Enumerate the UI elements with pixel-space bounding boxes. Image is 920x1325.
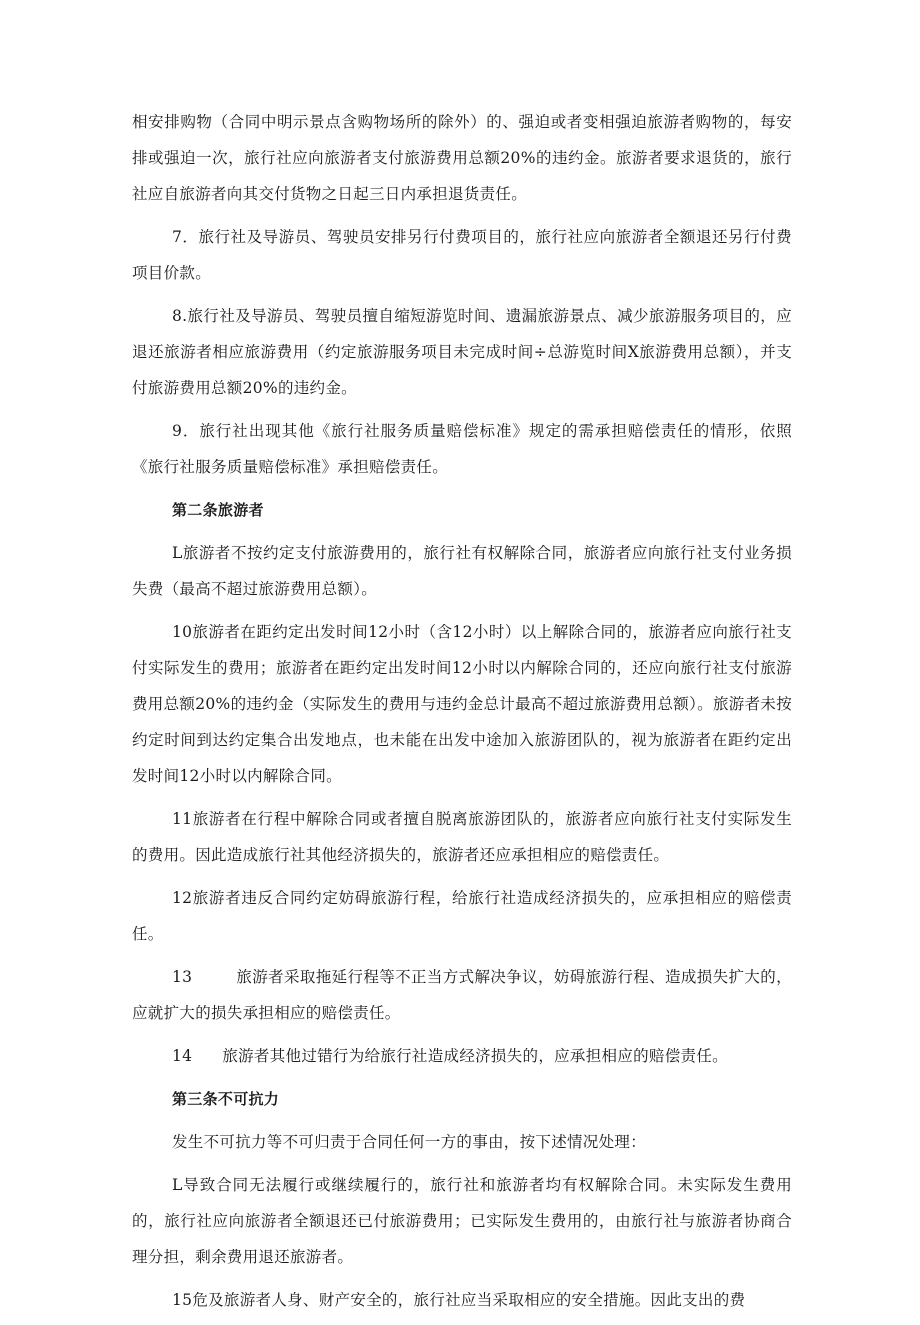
paragraph-tourist-item-11: 11旅游者在行程中解除合同或者擅自脱离旅游团队的，旅游者应向旅行社支付实际发生的费用。因此造成旅行社其他经济损失的，旅游者还应承担相应的赔偿责任。 bbox=[132, 810, 792, 864]
item-number-13: 13 bbox=[172, 968, 193, 986]
paragraph-force-majeure-item-15: 15危及旅游者人身、财产安全的，旅行社应当采取相应的安全措施。因此支出的费 bbox=[172, 1291, 746, 1309]
paragraph-tourist-item-1: L旅游者不按约定支付旅游费用的，旅行社有权解除合同，旅游者应向旅行社支付业务损失费（最高不超过旅游费用总额）。 bbox=[132, 544, 792, 598]
item-text-13: 旅游者采取拖延行程等不正当方式解决争议，妨碍旅游行程、造成损失扩大的，应就扩大的损失承担相应的赔偿责任。 bbox=[132, 968, 792, 1022]
paragraph-tourist-item-14 bbox=[132, 1038, 792, 1074]
section-heading-article-3: 第三条不可抗力 bbox=[172, 1090, 280, 1108]
paragraph-tourist-item-12: 12旅游者违反合同约定妨碍旅游行程，给旅行社造成经济损失的，应承担相应的赔偿责任。 bbox=[132, 889, 792, 943]
item-text-14: 旅游者其他过错行为给旅行社造成经济损失的，应承担相应的赔偿责任。 bbox=[222, 1047, 728, 1065]
paragraph-force-majeure-intro: 发生不可抗力等不可归责于合同任何一方的事由，按下述情况处理： bbox=[172, 1133, 647, 1151]
paragraph-item-7: 7．旅行社及导游员、驾驶员安排另行付费项目的，旅行社应向旅游者全额退还另行付费项目价款。 bbox=[132, 228, 792, 282]
item-number-14: 14 bbox=[172, 1047, 193, 1065]
paragraph-tourist-item-13 bbox=[132, 959, 792, 1031]
paragraph-item-8: 8.旅行社及导游员、驾驶员擅自缩短游览时间、遗漏旅游景点、减少旅游服务项目的，应退还旅游者相应旅游费用（约定旅游服务项目未完成时间÷总游览时间X旅游费用总额），并支付旅游费用总额20%的违约金。 bbox=[132, 307, 792, 397]
paragraph-item-9: 9．旅行社出现其他《旅行社服务质量赔偿标准》规定的需承担赔偿责任的情形，依照《旅行社服务质量赔偿标准》承担赔偿责任。 bbox=[132, 422, 792, 476]
paragraph-force-majeure-item-1: L导致合同无法履行或继续履行的，旅行社和旅游者均有权解除合同。未实际发生费用的，旅行社应向旅游者全额退还已付旅游费用；已实际发生费用的，由旅行社与旅游者协商合理分担，剩余费用退还旅游者。 bbox=[132, 1176, 792, 1266]
section-heading-article-2: 第二条旅游者 bbox=[172, 501, 264, 519]
document-page bbox=[132, 104, 792, 1325]
paragraph-shopping-continued: 相安排购物（合同中明示景点含购物场所的除外）的、强迫或者变相强迫旅游者购物的，每安排或强迫一次，旅行社应向旅游者支付旅游费用总额20%的违约金。旅游者要求退货的，旅行社应自旅游者向其交付货物之日起三日内承担退货责任。 bbox=[132, 113, 792, 203]
paragraph-tourist-item-10: 10旅游者在距约定出发时间12小时（含12小时）以上解除合同的，旅游者应向旅行社支付实际发生的费用；旅游者在距约定出发时间12小时以内解除合同的，还应向旅行社支付旅游费用总额20%的违约金（实际发生的费用与违约金总计最高不超过旅游费用总额）。旅游者未按约定时间到达约定集合出发地点，也未能在出发中途加入旅游团队的，视为旅游者在距约定出发时间12小时以内解除合同。 bbox=[132, 623, 792, 785]
